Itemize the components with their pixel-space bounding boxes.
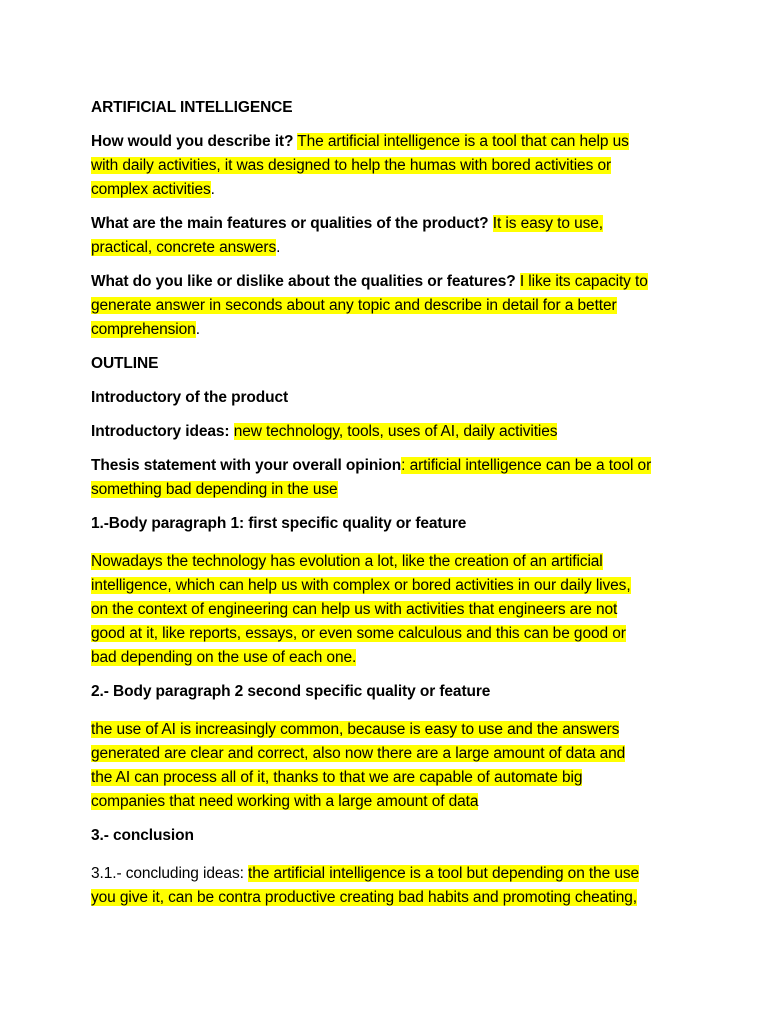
paragraph-line: good at it, like reports, essays, or even some calculous and this can be good or xyxy=(91,625,626,642)
thesis-statement xyxy=(91,454,691,502)
body1-heading: 1.-Body paragraph 1: first specific quality or feature xyxy=(91,515,467,532)
intro-heading: Introductory of the product xyxy=(91,389,289,406)
document-page xyxy=(91,96,691,910)
answer-tail: . xyxy=(195,321,200,338)
body2-paragraph xyxy=(91,718,691,814)
body1-paragraph xyxy=(91,550,691,670)
paragraph-line: the use of AI is increasingly common, because is easy to use and the answers xyxy=(91,721,620,738)
answer-text: practical, concrete answers xyxy=(91,239,277,256)
answer-text: The artificial intelligence is a tool that can help us xyxy=(297,133,629,150)
paragraph-line: generated are clear and correct, also now there are a large amount of data and xyxy=(91,745,626,762)
conclusion-heading: 3.- conclusion xyxy=(91,827,194,844)
paragraph-line: the AI can process all of it, thanks to that we are capable of automate big xyxy=(91,769,583,786)
concluding-text: the artificial intelligence is a tool but depending on the use xyxy=(248,865,640,882)
paragraph-line: intelligence, which can help us with complex or bored activities in our daily lives, xyxy=(91,577,631,594)
intro-ideas-text: new technology, tools, uses of AI, daily activities xyxy=(233,423,558,440)
outline-heading: OUTLINE xyxy=(91,355,159,372)
answer-text: comprehension xyxy=(91,321,196,338)
answer-tail: . xyxy=(210,181,215,198)
question-label: How would you describe it? xyxy=(91,133,294,150)
thesis-text: something bad depending in the use xyxy=(91,481,338,498)
paragraph-line: companies that need working with a large amount of data xyxy=(91,793,479,810)
thesis-text: : artificial intelligence can be a tool or xyxy=(401,457,652,474)
question-like-dislike xyxy=(91,270,691,342)
answer-text: I like its capacity to xyxy=(519,273,648,290)
document-title: ARTIFICIAL INTELLIGENCE xyxy=(91,99,293,116)
intro-ideas-label: Introductory ideas: xyxy=(91,423,230,440)
concluding-label: 3.1.- concluding ideas: xyxy=(91,865,244,882)
answer-tail: . xyxy=(276,239,281,256)
intro-ideas xyxy=(91,420,691,444)
answer-text: complex activities xyxy=(91,181,211,198)
question-label: What are the main features or qualities of the product? xyxy=(91,215,489,232)
answer-text: It is easy to use, xyxy=(492,215,603,232)
question-describe xyxy=(91,130,691,202)
paragraph-line: bad depending on the use of each one. xyxy=(91,649,357,666)
thesis-label: Thesis statement with your overall opinion xyxy=(91,457,402,474)
answer-text: generate answer in seconds about any topic and describe in detail for a better xyxy=(91,297,617,314)
question-features xyxy=(91,212,691,260)
answer-text: with daily activities, it was designed to help the humas with bored activities or xyxy=(91,157,612,174)
concluding-ideas xyxy=(91,862,691,910)
concluding-text: you give it, can be contra productive creating bad habits and promoting cheating, xyxy=(91,889,637,906)
paragraph-line: on the context of engineering can help us with activities that engineers are not xyxy=(91,601,618,618)
paragraph-line: Nowadays the technology has evolution a lot, like the creation of an artificial xyxy=(91,553,603,570)
body2-heading: 2.- Body paragraph 2 second specific quality or feature xyxy=(91,683,491,700)
question-label: What do you like or dislike about the qualities or features? xyxy=(91,273,516,290)
